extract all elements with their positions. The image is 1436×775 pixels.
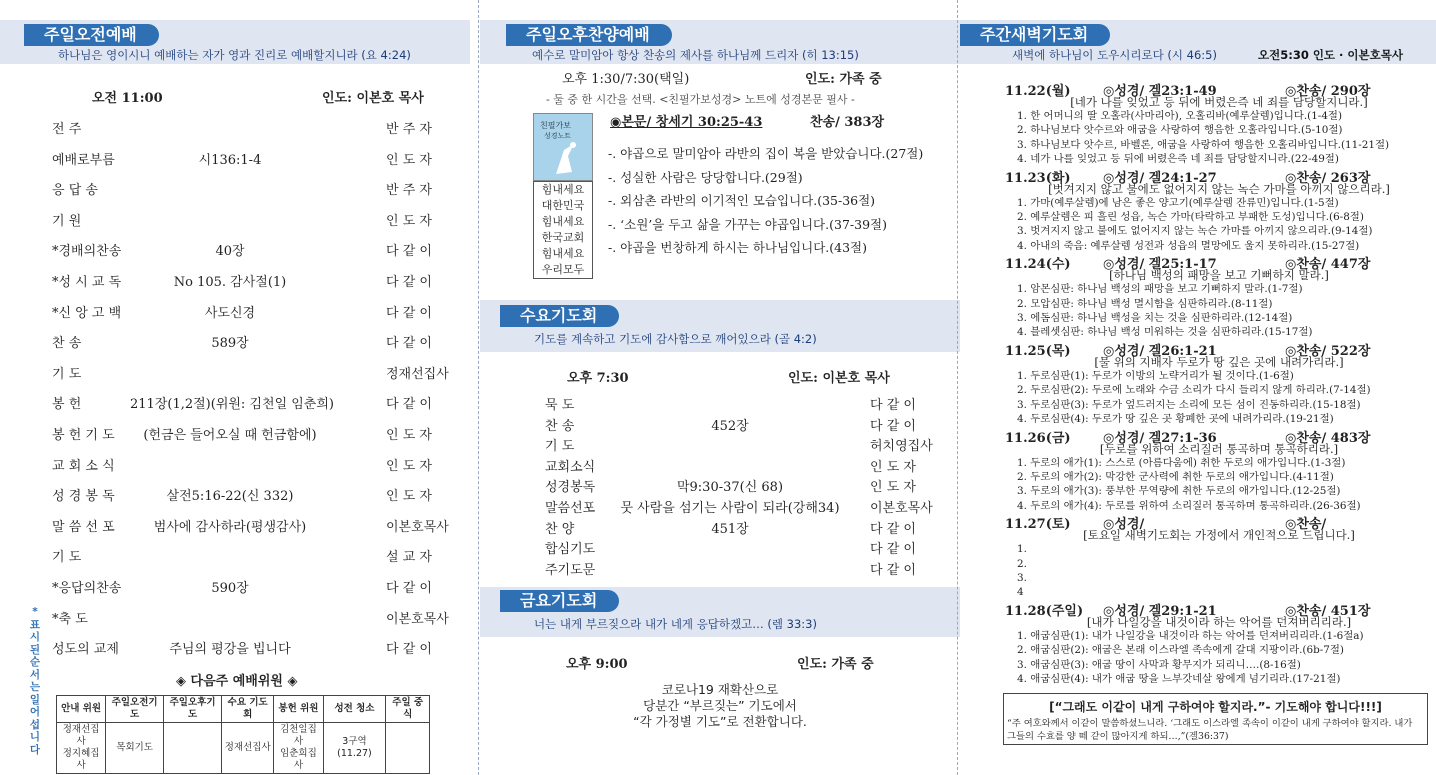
friday-leader: 인도: 가족 중 [797,657,874,672]
staff-header-cell: 수요 기도회 [222,696,274,723]
wednesday-item-person: 다 같 이 [870,418,916,434]
staff-header-cell: 봉헌 위원 [274,696,323,723]
day-date: 11.27(토) [1005,517,1071,533]
scripture-hymn: 찬송/ 383장 [810,115,885,130]
dawn-info: 오전5:30 인도 · 이본호목사 [1258,48,1403,62]
wednesday-item [480,435,960,457]
afternoon-note: - 둘 중 한 시간을 선택. <친필가보성경> 노트에 성경본문 필사 - [546,93,855,106]
day-line: 1. 가마(예루살렘)에 남은 좋은 양고기(예루살렘 잔류민)입니다.(1-5절) [1017,196,1339,209]
wednesday-item [480,559,960,581]
day-heading [1005,600,1433,619]
wednesday-item-name: 주기도문 [545,562,596,578]
service-item [0,608,470,630]
dawn-title: 주간새벽기도회 [960,24,1110,46]
day-bible: ◎성경/ 겔26:1-21 [1103,343,1217,359]
service-item-person: 다 같 이 [386,397,432,413]
service-item [0,577,470,599]
wednesday-item-person: 인 도 자 [870,480,916,496]
day-hymn: ◎찬송/ 522장 [1285,343,1371,359]
service-item-person: 설 교 자 [386,550,432,566]
wednesday-item-person: 다 같 이 [870,521,916,537]
day-hymn: ◎찬송/ 290장 [1285,84,1371,99]
day-line: 1. [1017,543,1027,556]
service-item-name: 말 씀 선 포 [52,519,115,535]
service-item-detail: 40장 [215,244,245,260]
day-hymn: ◎찬송/ 447장 [1285,257,1371,273]
day-date: 11.22(월) [1005,84,1071,99]
day-line: 1. 두로의 애가(1): 스스로 (아름다움에) 취한 두로의 애가입니다.(1-3절) [1017,456,1346,469]
day-line: 2. 하나님보다 앗수르와 애굽을 사랑하여 행음한 오홀라입니다.(5-10절) [1017,124,1343,137]
service-item-person: 이본호목사 [386,611,449,627]
day-date: 11.26(금) [1005,430,1071,446]
staff-value-cell: 3구역(11.27) [323,723,386,774]
service-item-person: 다 같 이 [386,305,432,321]
separator-2 [957,0,958,775]
friday-notice-line: “각 가정별 기도”로 전환합니다. [633,714,807,729]
day-line: 4. 두로심판(4): 두로가 땅 깊은 곳 황폐한 곳에 내려가리라.(19-21절) [1017,413,1334,426]
staff-value-cell [386,723,430,774]
daily-readings [1005,80,1433,686]
wednesday-title: 수요기도회 [500,305,619,327]
day-heading [1005,513,1433,533]
service-item-name: 찬 송 [52,336,82,352]
afternoon-time: 오후 1:30/7:30(택일) [562,72,690,87]
wednesday-item-person: 다 같 이 [870,562,916,578]
day-line: 3. 하나님보다 앗수르, 바벨론, 애굽을 사랑하여 행음한 오홀리바입니다.(11-21절) [1017,138,1390,151]
service-item-name: 교 회 소 식 [52,458,115,474]
day-hymn: ◎찬송/ 263장 [1285,170,1371,186]
service-item-person: 반 주 자 [386,122,432,137]
service-item-detail: 사도신경 [204,305,256,321]
sermon-point: -. 야곱으로 말미암아 라반의 집이 복을 받았습니다.(27절) [608,146,924,161]
wednesday-item [480,415,960,437]
encouragement-line: 힘내세요 [541,247,585,260]
service-item-person: 정재선집사 [386,366,449,382]
wednesday-item-name: 찬 송 [545,418,575,434]
wednesday-item-person: 허치영집사 [870,439,933,455]
service-item-person: 인 도 자 [386,489,432,505]
service-item [0,363,470,385]
sermon-point: -. 외삼촌 라반의 이기적인 모습입니다.(35-36절) [608,193,876,208]
day-bible: ◎성경/ 겔25:1-17 [1103,257,1217,273]
wednesday-leader: 인도: 이본호 목사 [788,371,890,386]
service-item-name: 기 도 [52,550,82,566]
service-item-person: 인 도 자 [386,152,432,168]
service-item-name: 봉 헌 [52,397,82,413]
day-heading [1005,340,1433,359]
scripture-label [610,114,762,132]
day-heading [1005,253,1433,273]
bird-icon [534,114,592,180]
day-theme: [내가 나일강을 내것이라 하는 악어를 던져버리리라.] [1086,614,1352,629]
wednesday-item-name: 찬 양 [545,521,575,537]
quote-title: [“그래도 이같이 내게 구하여야 할지라.”- 기도해야 합니다!!!] [1049,700,1382,714]
day-line: 3. [1017,571,1027,584]
encouragement-line: 힘내세요 [541,183,585,196]
wednesday-time: 오후 7:30 [567,371,629,386]
day-theme: [벗겨지지 않고 불에도 없어지지 않는 녹슨 가마를 아끼지 않으리라.] [1048,181,1390,196]
encouragement-line: 한국교회 [541,231,585,244]
staff-value-cell: 목회기도 [106,723,164,774]
service-item [0,485,470,507]
quote-box [1003,693,1428,745]
friday-notice-line: 코로나19 재확산으로 [661,682,779,697]
service-item-detail: 시136:1-4 [198,152,262,168]
day-line: 3. 에돔심판: 하나님 백성을 치는 것을 심판하리라.(12-14절) [1017,312,1293,325]
day-theme: [물 위의 지배자 두로가 땅 깊은 곳에 내려가리라.] [1094,354,1344,369]
day-theme: [하나님 백성의 패망을 보고 기뻐하지 말라.] [1109,268,1329,283]
day-line: 4. 블레셋심판: 하나님 백성 미워하는 것을 심판하리라.(15-17절) [1017,326,1313,339]
friday-verse: 너는 내게 부르짖으라 내가 네게 응답하겠고… (렘 33:3) [534,617,817,631]
wednesday-item-person: 인 도 자 [870,459,916,475]
service-item-person: 인 도 자 [386,213,432,229]
day-line: 3. 벗겨지지 않고 불에도 없어지지 않는 녹슨 가마를 아끼지 않으리라.(9-14절) [1017,225,1373,238]
staff-value-row [57,723,430,774]
day-hymn: ◎찬송/ 483장 [1285,430,1371,446]
staff-header-cell: 주일 중식 [386,696,430,723]
staff-table [56,695,430,774]
day-line: 2. 예루살렘은 피 흘린 성읍, 녹슨 가마(타락하고 부패한 도성)입니다.(6-8절) [1017,211,1364,224]
service-item-name: *경배의찬송 [52,244,122,260]
day-heading [1005,80,1433,99]
wednesday-item-name: 묵 도 [545,398,575,413]
service-item-name: 성 경 봉 독 [52,489,115,505]
encouragement-line: 대한민국 [541,199,585,212]
wednesday-item-detail: 뭇 사람을 섬기는 사람이 되라(강해34) [620,501,840,516]
service-item [0,546,470,568]
day-date: 11.23(화) [1005,170,1071,186]
sunday-afternoon-header [480,20,960,64]
service-item-name: *성 시 교 독 [52,275,122,290]
service-item-person: 이본호목사 [386,519,449,535]
service-item-name: 전 주 [52,122,82,137]
service-item-detail: 살전5:16-22(신 332) [166,489,294,505]
wednesday-item-person: 다 같 이 [870,398,916,413]
afternoon-leader: 인도: 가족 중 [805,72,882,87]
staff-header-cell: 성전 청소 [323,696,386,723]
service-item [0,271,470,293]
service-item-person: 다 같 이 [386,581,432,596]
day-hymn: ◎찬송/ [1285,517,1327,533]
service-item-detail: 주님의 평강을 빕니다 [169,642,291,658]
sunday-afternoon-title: 주일오후찬양예배 [506,24,672,46]
service-item-detail: 590장 [211,581,249,596]
service-item-person: 다 같 이 [386,275,432,290]
wednesday-item [480,476,960,498]
day-date: 11.25(목) [1005,343,1071,359]
day-date: 11.28(주일) [1005,603,1084,619]
quote-body: “주 여호와께서 이같이 말씀하셨느니라. ‘그래도 이스라엘 족속이 이같이 내게 구하여야 할지라. 내가 그들의 수효를 양 떼 같이 많아지게 하되…,”(겔36:37) [1007,718,1413,742]
wednesday-item [480,456,960,478]
service-item-name: *축 도 [52,611,88,627]
service-item-name: 기 원 [52,213,82,229]
service-item-detail: 211장(1,2절)(위원: 김천일 임춘희) [130,397,334,413]
service-item-name: 성도의 교제 [52,642,119,658]
service-item-detail: 범사에 감사하라(평생감사) [153,519,307,535]
service-item-person: 다 같 이 [386,642,432,658]
service-item-name: 예배로부름 [52,152,115,168]
staff-header-cell: 안내 위원 [57,696,106,723]
service-item [0,118,470,140]
svg-text:성경노트: 성경노트 [544,132,572,140]
day-line: 3. 애굽심판(3): 애굽 땅이 사막과 황무지가 되리니….(8-16절) [1017,658,1301,671]
service-item-name: *신 앙 고 백 [52,305,122,321]
friday-time: 오후 9:00 [566,657,628,672]
next-week-title: ◈ 다음주 예배위원 ◈ [176,674,298,689]
wednesday-item-person: 다 같 이 [870,542,916,558]
service-item [0,516,470,538]
sermon-points [608,142,926,260]
service-item [0,424,470,446]
service-item-detail: No 105. 감사절(1) [173,275,287,290]
day-theme: [토요일 새벽기도회는 가정에서 개인적으로 드립니다.] [1083,528,1355,543]
service-item [0,393,470,415]
service-item [0,455,470,477]
staff-header-cell: 주일오전기도 [106,696,164,723]
day-line: 4 [1017,586,1024,599]
day-line: 1. 애굽심판(1): 내가 나일강을 내것이라 하는 악어를 던져버리리라.(1-6절a) [1017,629,1364,642]
svg-text:친필가보: 친필가보 [540,121,571,130]
service-item-person: 반 주 자 [386,183,432,199]
staff-value-cell: 정재선집사 [222,723,274,774]
service-item-detail: 589장 [211,336,249,352]
bible-note-image [533,113,593,181]
day-line: 3. 두로의 애가(3): 풍부한 무역량에 취한 두로의 애가입니다.(12-25절) [1017,485,1341,498]
day-block [1005,600,1433,687]
day-line: 4. 두로의 애가(4): 두로를 위하여 소리질러 통곡하며 통곡하리라.(26-36절) [1017,499,1361,512]
order-of-service [0,118,470,658]
wednesday-item [480,538,960,560]
day-theme: [네가 나를 잊었고 등 뒤에 버렸은즉 네 죄를 담당할지니라.] [1070,95,1368,109]
standing-note: *표시된 순서는 일어섭니다 [29,606,41,756]
day-bible: ◎성경/ 겔24:1-27 [1103,170,1217,186]
day-heading [1005,167,1433,186]
day-block [1005,513,1433,600]
staff-value-cell [164,723,222,774]
service-item [0,638,470,660]
service-item-name: 응 답 송 [52,183,98,199]
day-hymn: ◎찬송/ 451장 [1285,603,1371,619]
sunday-morning-header [0,20,470,64]
day-line: 2. 모압심판: 하나님 백성 멸시함을 심판하리라.(8-11절) [1017,297,1273,310]
scripture-text: ◉본문/ 창세기 30:25-43 [610,115,763,130]
wednesday-item [480,497,960,519]
sunday-afternoon-verse: 예수로 말미암아 항상 찬송의 제사를 하나님께 드리자 (히 13:15) [532,48,859,62]
encouragement-line: 우리모두 [541,263,585,276]
wednesday-item-name: 성경봉독 [545,480,596,496]
day-block [1005,340,1433,427]
wednesday-verse: 기도를 계속하고 기도에 감사함으로 깨어있으라 (골 4:2) [534,332,817,346]
friday-notice-line: 당분간 “부르짖는” 기도에서 [643,698,797,713]
encouragement-line: 힘내세요 [541,215,585,228]
friday-header [480,587,960,637]
service-item-detail: (헌금은 들어오실 때 헌금함에) [143,428,317,443]
day-line: 1. 두로심판(1): 두로가 이방의 노략거리가 될 것이다.(1-6절) [1017,369,1294,382]
service-item-person: 인 도 자 [386,428,432,443]
staff-value-cell: 김천일집사 임춘희집사 [274,723,323,774]
day-line: 4. 애굽심판(4): 내가 애굽 땅을 느부갓네살 왕에게 넘기리라.(17-21절) [1017,672,1341,685]
day-date: 11.24(수) [1005,257,1071,273]
wednesday-header [480,300,960,352]
sermon-point: -. ‘소원’을 두고 삶을 가꾸는 야곱입니다.(37-39절) [608,216,887,232]
dawn-header [960,20,1436,64]
day-bible: ◎성경/ 겔23:1-49 [1103,84,1217,99]
friday-notice [600,682,840,730]
day-line: 2. 애굽심판(2): 애굽은 본래 이스라엘 족속에게 갈대 지팡이라.(6b-7절) [1017,644,1344,657]
service-item [0,302,470,324]
service-item [0,149,470,171]
separator-1 [478,0,479,775]
wednesday-item-name: 합심기도 [545,542,596,558]
friday-title: 금요기도회 [500,590,619,612]
service-item-name: 기 도 [52,366,82,382]
sunday-morning-panel [0,0,470,775]
wednesday-item-name: 교회소식 [545,459,596,475]
service-leader: 인도: 이본호 목사 [322,91,424,106]
sermon-point: -. 야곱을 번창하게 하시는 하나님입니다.(43절) [608,240,867,255]
service-item-name: *응답의찬송 [52,581,122,596]
day-line: 2. [1017,557,1027,570]
wednesday-order [480,394,960,584]
wednesday-item-name: 기 도 [545,439,575,455]
wednesday-item-name: 말씀선포 [545,501,596,516]
day-line: 1. 한 어머니의 딸 오홀라(사마리아), 오홀리바(예루살렘)입니다.(1-4절) [1017,110,1343,122]
day-line: 4. 네가 나를 잊었고 등 뒤에 버렸은즉 네 죄를 담당할지니라.(22-49절) [1017,153,1339,166]
service-item [0,179,470,201]
day-line: 1. 암몬심판: 하나님 백성의 패망을 보고 기뻐하지 말라.(1-7절) [1017,283,1303,296]
wednesday-item [480,518,960,540]
day-block [1005,80,1433,167]
staff-header-row [57,696,430,723]
day-line: 3. 두로심판(3): 두로가 엎드러지는 소리에 모든 섬이 진동하리라.(15-18절) [1017,398,1361,411]
sermon-point: -. 성실한 사람은 당당합니다.(29절) [608,169,803,185]
dawn-verse: 새벽에 하나님이 도우시리로다 (시 46:5) [1012,48,1217,62]
sunday-morning-title: 주일오전예배 [24,24,159,46]
day-line: 2. 두로심판(2): 두로에 노래와 수금 소리가 다시 들리지 않게 하리라.(7-14절) [1017,384,1371,397]
wednesday-item-person: 이본호목사 [870,501,933,516]
day-theme: [두로를 위하여 소리질러 통곡하며 통곡하리라.] [1099,441,1339,456]
service-item-person: 다 같 이 [386,336,432,352]
encouragement-box [533,181,593,279]
service-item-name: 봉 헌 기 도 [52,428,115,443]
sunday-morning-verse: 하나님은 영이시니 예배하는 자가 영과 진리로 예배할지니라 (요 4:24) [58,48,411,62]
day-block [1005,167,1433,254]
staff-value-cell: 정재선집사 정지혜집사 [57,723,106,774]
service-item [0,332,470,354]
staff-header-cell: 주일오후기도 [164,696,222,723]
day-heading [1005,427,1433,446]
day-bible: ◎성경/ 겔29:1-21 [1103,603,1217,619]
day-block [1005,427,1433,514]
day-line: 4. 아내의 죽음: 예루살렘 성전과 성읍의 멸망에도 울지 못하리라.(15-27절) [1017,239,1360,252]
wednesday-item-detail: 451장 [711,521,749,537]
day-bible: ◎성경/ [1103,517,1145,533]
service-item-person: 인 도 자 [386,458,432,474]
day-bible: ◎성경/ 겔27:1-36 [1103,430,1217,446]
service-item [0,210,470,232]
wednesday-item-detail: 막9:30-37(신 68) [676,480,784,496]
wednesday-item-detail: 452장 [711,418,749,434]
wednesday-item [480,394,960,416]
service-item [0,240,470,262]
day-block [1005,253,1433,340]
service-item-person: 다 같 이 [386,244,432,260]
service-time: 오전 11:00 [92,91,163,106]
day-line: 2. 두로의 애가(2): 막강한 군사력에 취한 두로의 애가입니다.(4-11절) [1017,470,1334,483]
